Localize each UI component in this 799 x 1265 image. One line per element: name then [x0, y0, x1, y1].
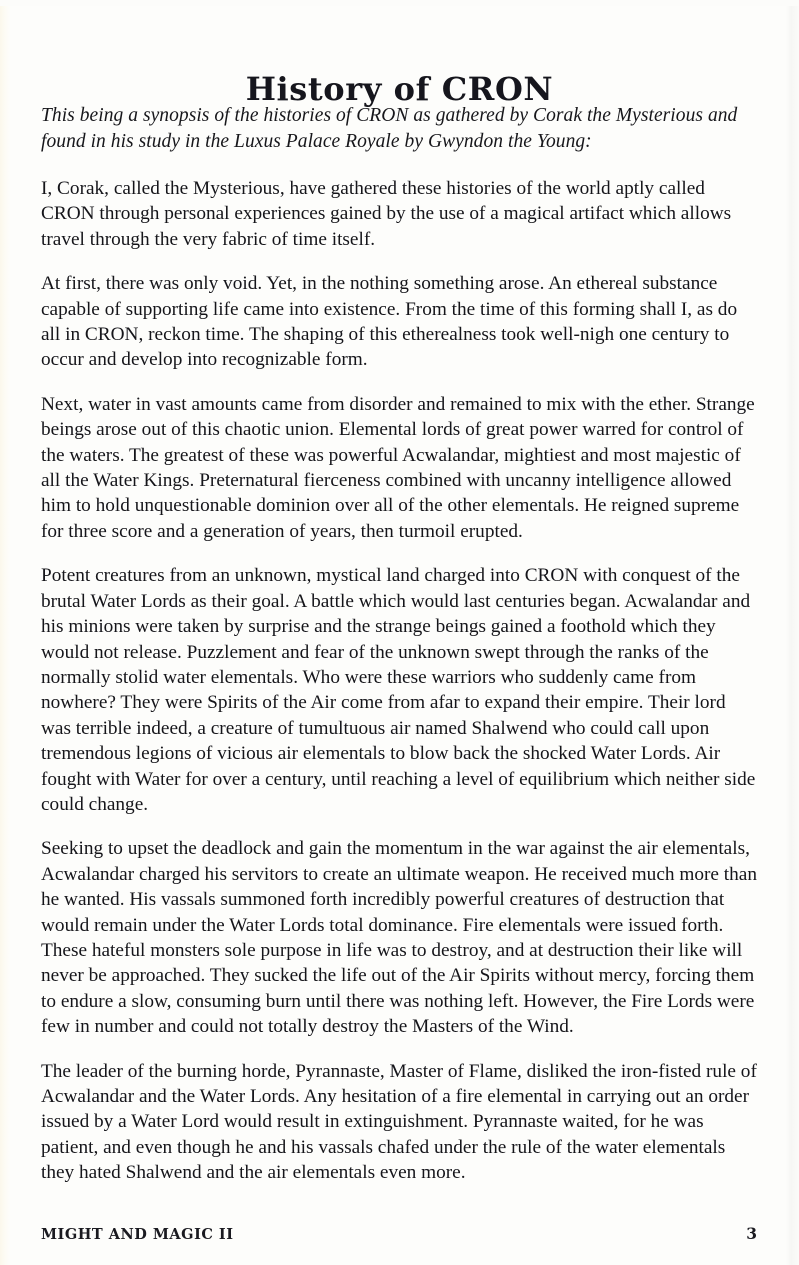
body-paragraph: Potent creatures from an unknown, mystical land charged into CRON with conquest of the brutal Water Lords as their goal. A battle which would last centuries began. Acwalandar and his minions were taken by surprise and the strange beings gained a foothold which they would not release. Puzzlement and fear of the unknown swept through the ranks of the normally stolid water elementals. Who were these warriors who suddenly came from nowhere? They were Spirits of the Air come from afar to expand their empire. Their lord was terrible indeed, a creature of tumultuous air named Shalwend who could call upon tremendous legions of vicious air elementals to blow back the shocked Water Lords. Air fought with Water for over a century, until reaching a level of equilibrium which neither side could change. — [41, 565, 756, 815]
footer-book-title: MIGHT AND MAGIC II — [41, 1226, 234, 1243]
preamble-paragraph: This being a synopsis of the histories of CRON as gathered by Corak the Mysterious and found in his study in the Luxus Palace Royale by Gwyndon the Young: — [41, 105, 738, 152]
body-paragraph: Next, water in vast amounts came from disorder and remained to mix with the ether. Strange beings arose out of this chaotic union. Elemental lords of great power warred for control of the waters. The greatest of these was powerful Acwalandar, mightiest and most majestic of all the Water Kings. Preternatural fierceness combined with uncanny intelligence allowed him to hold unquestionable dominion over all of the other elementals. He reigned supreme for three score and a generation of years, then turmoil erupted. — [41, 393, 755, 542]
page-content — [41, 103, 757, 1205]
page-footer — [41, 1224, 757, 1243]
body-paragraph: I, Corak, called the Mysterious, have gathered these histories of the world aptly called CRON through personal experiences gained by the use of a magical artifact which allows travel through the very fabric of time itself. — [41, 178, 732, 250]
body-paragraph: The leader of the burning horde, Pyrannaste, Master of Flame, disliked the iron-fisted rule of Acwalandar and the Water Lords. Any hesitation of a fire elemental in carrying out an order issued by a Water Lord would result in extinguishment. Pyrannaste waited, for he was patient, and even though he and his vassals chafed under the rule of the water elementals they hated Shalwend and the air elementals even more. — [41, 1060, 757, 1184]
footer-page-number: 3 — [746, 1224, 757, 1243]
page-title: History of CRON — [245, 70, 554, 109]
body-paragraph: At first, there was only void. Yet, in the nothing something arose. An ethereal substance capable of supporting life came into existence. From the time of this forming shall I, as do all in CRON, reckon time. The shaping of this etherealness took well-nigh one century to occur and develop into recognizable form. — [41, 273, 738, 371]
body-paragraph: Seeking to upset the deadlock and gain the momentum in the war against the air elementals, Acwalandar charged his servitors to create an ultimate weapon. He received much more than he wanted. His vassals summoned forth incredibly powerful creatures of destruction that would remain under the Water Lords total dominance. Fire elementals were issued forth. These hateful monsters sole purpose in life was to destroy, and at destruction their like will never be approached. They sucked the life out of the Air Spirits without mercy, forcing them to endure a slow, consuming burn until there was nothing left. However, the Fire Lords were few in number and could not totally destroy the Masters of the Wind. — [41, 838, 757, 1038]
